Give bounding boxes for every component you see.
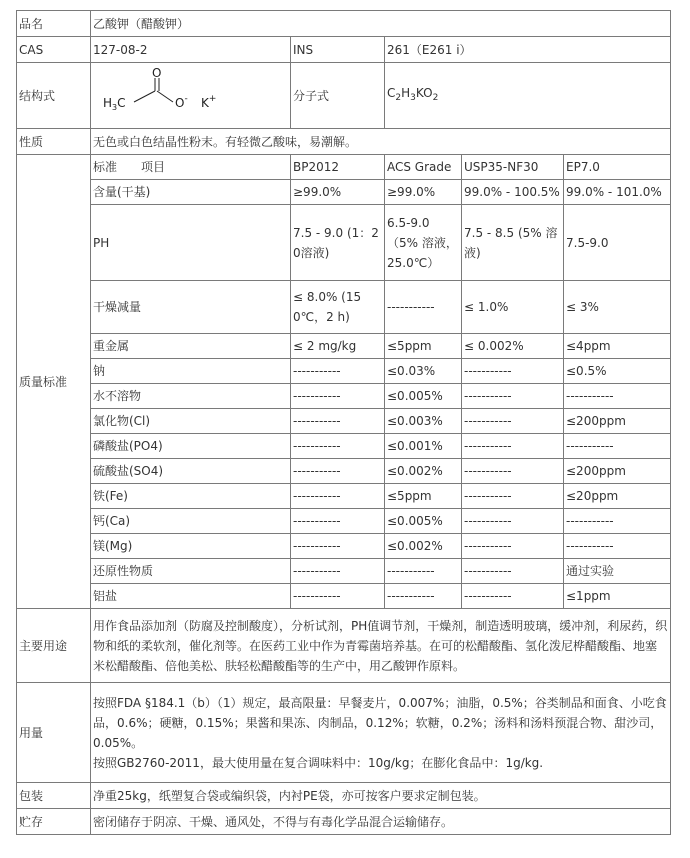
quality-row <box>17 559 671 584</box>
item-name: 硫酸盐(SO4) <box>91 459 291 484</box>
quality-row <box>17 534 671 559</box>
quality-row <box>17 584 671 609</box>
row-storage <box>17 809 671 835</box>
acs-value: ----------- <box>385 559 462 584</box>
uses-value: 用作食品添加剂（防腐及控制酸度），分析试剂，PH值调节剂，干燥剂，制造透明玻璃，缓冲剂，利尿药，织物和纸的柔软剂，催化剂等。在医药工业中作为青霉菌培养基。在可的松醋酸酯、氢化泼尼桦醋酸酯、地塞米松醋酸酯、倍他美松、肤轻松醋酸酯等的生产中，用乙酸钾作原料。 <box>91 609 671 683</box>
acs-value: ≤5ppm <box>385 334 462 359</box>
ep-value: ≤ 3% <box>564 281 671 334</box>
item-name: 水不溶物 <box>91 384 291 409</box>
usp-value: 99.0% - 100.5% <box>462 180 564 205</box>
uses-label: 主要用途 <box>17 609 91 683</box>
dosage-label: 用量 <box>17 683 91 783</box>
packaging-value: 净重25kg，纸塑复合袋或编织袋，内衬PE袋，亦可按客户要求定制包装。 <box>91 783 671 809</box>
dosage-fda: 按照FDA §184.1（b）（1）规定，最高限量：早餐麦片，0.007%；油脂，0.5%；谷类制品和面食、小吃食品，0.6%；硬糖，0.15%；果酱和果冻、肉制品，0.12%；软糖，0.2%；汤料和汤料预混合物、甜沙司，0.05%。 <box>93 695 667 750</box>
ep-value: ≤200ppm <box>564 459 671 484</box>
item-name: 氯化物(Cl) <box>91 409 291 434</box>
bp-value: ----------- <box>291 484 385 509</box>
quality-row <box>17 281 671 334</box>
item-name: 磷酸盐(PO4) <box>91 434 291 459</box>
bp-value: 7.5 - 9.0 (1：20溶液) <box>291 205 385 281</box>
usp-value: ----------- <box>462 559 564 584</box>
bond-c-o-single <box>157 91 173 102</box>
cas-label: CAS <box>17 37 91 63</box>
dosage-value <box>91 683 671 783</box>
quality-label: 质量标准 <box>17 155 91 609</box>
potassium-ion: K+ <box>201 93 217 110</box>
bp-value: ----------- <box>291 384 385 409</box>
item-name: 还原性物质 <box>91 559 291 584</box>
properties-value: 无色或白色结晶性粉末。有轻微乙酸味，易潮解。 <box>91 129 671 155</box>
item-name: 铝盐 <box>91 584 291 609</box>
item-name: 钙(Ca) <box>91 509 291 534</box>
item-name: 含量(干基) <box>91 180 291 205</box>
item-name: 铁(Fe) <box>91 484 291 509</box>
structure-label: 结构式 <box>17 63 91 129</box>
item-name: PH <box>91 205 291 281</box>
quality-row <box>17 384 671 409</box>
header-usp: USP35-NF30 <box>462 155 564 180</box>
quality-row <box>17 334 671 359</box>
usp-value: ----------- <box>462 384 564 409</box>
carbonyl-oxygen: O <box>152 65 162 80</box>
acetate-structure-image <box>93 66 289 126</box>
quality-row <box>17 484 671 509</box>
dosage-gb: 按照GB2760-2011，最大使用量在复合调味料中：10g/kg；在膨化食品中：1g/kg. <box>93 755 544 770</box>
usp-value: ≤ 0.002% <box>462 334 564 359</box>
ep-value: 99.0% - 101.0% <box>564 180 671 205</box>
quality-row <box>17 459 671 484</box>
ep-value: ≤0.5% <box>564 359 671 384</box>
quality-row <box>17 180 671 205</box>
acs-value: ≤0.03% <box>385 359 462 384</box>
bp-value: ≥99.0% <box>291 180 385 205</box>
usp-value: ----------- <box>462 509 564 534</box>
bp-value: ----------- <box>291 509 385 534</box>
usp-value: ----------- <box>462 359 564 384</box>
bp-value: ≤ 8.0% (150℃，2 h) <box>291 281 385 334</box>
name-value: 乙酸钾（醋酸钾） <box>91 11 671 37</box>
acs-value: ≤0.003% <box>385 409 462 434</box>
acs-value: ≥99.0% <box>385 180 462 205</box>
row-dosage <box>17 683 671 783</box>
ins-label: INS <box>291 37 385 63</box>
item-name: 镁(Mg) <box>91 534 291 559</box>
name-label: 品名 <box>17 11 91 37</box>
spec-table <box>16 10 671 835</box>
cas-value: 127-08-2 <box>91 37 291 63</box>
acs-value: ≤0.005% <box>385 384 462 409</box>
formula-label: 分子式 <box>291 63 385 129</box>
ep-value: ≤1ppm <box>564 584 671 609</box>
usp-value: ----------- <box>462 534 564 559</box>
item-name: 钠 <box>91 359 291 384</box>
usp-value: ----------- <box>462 459 564 484</box>
bp-value: ----------- <box>291 434 385 459</box>
quality-row <box>17 509 671 534</box>
formula-value: $C_2H_3KO_2$ <box>385 63 671 129</box>
usp-value: ----------- <box>462 484 564 509</box>
header-acs: ACS Grade <box>385 155 462 180</box>
header-bp: BP2012 <box>291 155 385 180</box>
acs-value: ≤5ppm <box>385 484 462 509</box>
acs-value: ≤0.002% <box>385 534 462 559</box>
bp-value: ----------- <box>291 359 385 384</box>
usp-value: ----------- <box>462 409 564 434</box>
bp-value: ≤ 2 mg/kg <box>291 334 385 359</box>
ep-value: ----------- <box>564 534 671 559</box>
bp-value: ----------- <box>291 409 385 434</box>
ep-value: 通过实验 <box>564 559 671 584</box>
structure-diagram <box>93 66 288 126</box>
acs-value: ≤0.005% <box>385 509 462 534</box>
bp-value: ----------- <box>291 559 385 584</box>
structure-cell <box>91 63 291 129</box>
quality-row <box>17 409 671 434</box>
ep-value: ≤4ppm <box>564 334 671 359</box>
row-packaging <box>17 783 671 809</box>
header-ep: EP7.0 <box>564 155 671 180</box>
row-properties <box>17 129 671 155</box>
ep-value: ≤20ppm <box>564 484 671 509</box>
item-name: 干燥减量 <box>91 281 291 334</box>
quality-row <box>17 359 671 384</box>
packaging-label: 包装 <box>17 783 91 809</box>
ep-value: 7.5-9.0 <box>564 205 671 281</box>
header-item: 标准 项目 <box>91 155 291 180</box>
storage-value: 密闭储存于阴凉、干燥、通风处，不得与有毒化学品混合运输储存。 <box>91 809 671 835</box>
acs-value: ----------- <box>385 281 462 334</box>
ep-value: ----------- <box>564 509 671 534</box>
row-structure <box>17 63 671 129</box>
row-name <box>17 11 671 37</box>
bond-c-c <box>134 91 155 102</box>
acs-value: ≤0.002% <box>385 459 462 484</box>
bp-value: ----------- <box>291 534 385 559</box>
h3c-label: $H_3C$ <box>103 95 126 112</box>
quality-row <box>17 205 671 281</box>
ep-value: ≤200ppm <box>564 409 671 434</box>
storage-label: 贮存 <box>17 809 91 835</box>
usp-value: ----------- <box>462 434 564 459</box>
bp-value: ----------- <box>291 459 385 484</box>
usp-value: ≤ 1.0% <box>462 281 564 334</box>
acs-value: 6.5-9.0（5% 溶液，25.0℃） <box>385 205 462 281</box>
quality-header-row <box>17 155 671 180</box>
row-cas <box>17 37 671 63</box>
usp-value: 7.5 - 8.5 (5% 溶液) <box>462 205 564 281</box>
quality-row <box>17 434 671 459</box>
ins-value: 261（E261 i） <box>385 37 671 63</box>
row-uses <box>17 609 671 683</box>
acs-value: ≤0.001% <box>385 434 462 459</box>
acs-value: ----------- <box>385 584 462 609</box>
bp-value: ----------- <box>291 584 385 609</box>
properties-label: 性质 <box>17 129 91 155</box>
item-name: 重金属 <box>91 334 291 359</box>
anion-oxygen: O- <box>175 93 188 110</box>
ep-value: ----------- <box>564 434 671 459</box>
usp-value: ----------- <box>462 584 564 609</box>
ep-value: ----------- <box>564 384 671 409</box>
